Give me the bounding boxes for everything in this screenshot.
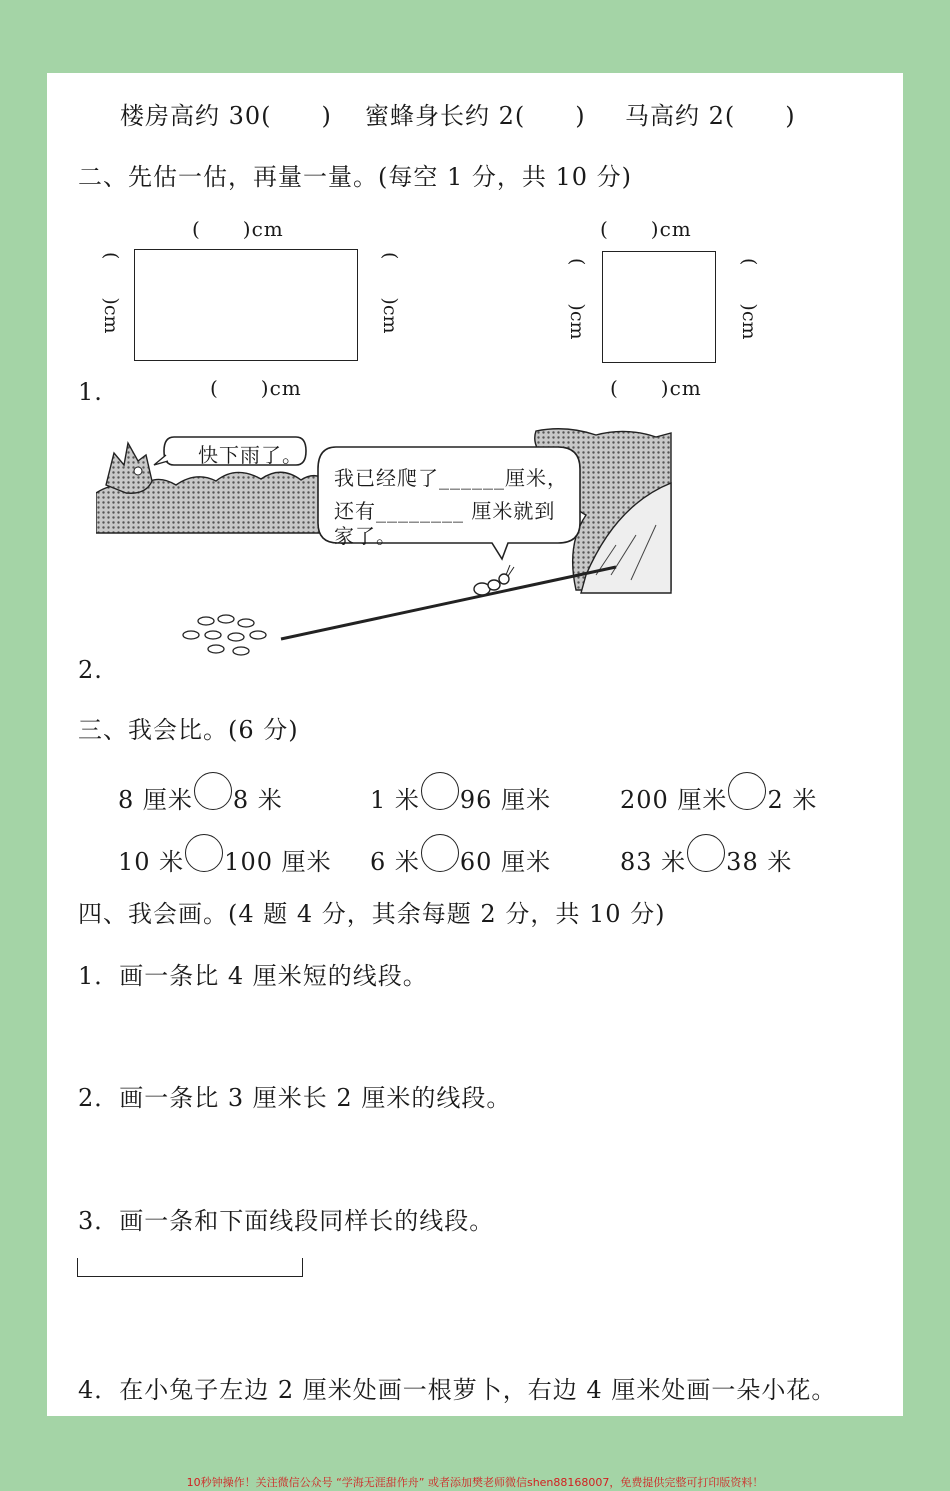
section2-title: 二、先估一估，再量一量。(每空 1 分，共 10 分): [78, 163, 633, 191]
draw-question-4: 4．在小兔子左边 2 厘米处画一根萝卜，右边 4 厘米处画一朵小花。: [78, 1376, 837, 1404]
compare-circle[interactable]: [194, 772, 232, 810]
square-left-label: ( )cm: [566, 258, 588, 340]
ant-speech-line3: 家了。: [334, 524, 397, 548]
bee-length-item: 蜜蜂身长约 2( ): [365, 102, 586, 130]
q2-1-number: 1.: [78, 378, 103, 406]
compare-circle[interactable]: [421, 834, 459, 872]
building-height-item: 楼房高约 30( ): [120, 102, 332, 130]
rect1-right-label: ( )cm: [379, 252, 401, 334]
square-top-label: ( )cm: [600, 217, 692, 241]
q2-2-number: 2.: [78, 656, 103, 684]
reference-line-segment: [77, 1258, 303, 1277]
compare-item: 10 米 100 厘米: [118, 834, 332, 877]
compare-circle[interactable]: [728, 772, 766, 810]
ant-speech-line1: 我已经爬了______厘米，: [334, 466, 568, 490]
compare-circle[interactable]: [687, 834, 725, 872]
section3-title: 三、我会比。(6 分): [78, 716, 299, 744]
ant-speech-line2: 还有________ 厘米就到: [334, 499, 556, 523]
compare-item: 200 厘米 2 米: [620, 772, 817, 815]
draw-question-2: 2．画一条比 3 厘米长 2 厘米的线段。: [78, 1084, 512, 1112]
draw-question-3: 3．画一条和下面线段同样长的线段。: [78, 1207, 495, 1235]
rect1-top-label: ( )cm: [192, 217, 284, 241]
compare-item: 1 米 96 厘米: [370, 772, 551, 815]
compare-item: 83 米 38 米: [620, 834, 792, 877]
square-bottom-label: ( )cm: [610, 376, 702, 400]
square-right-label: ( )cm: [738, 258, 760, 340]
rectangle-figure: [134, 249, 358, 361]
section4-title: 四、我会画。(4 题 4 分，其余每题 2 分，共 10 分): [78, 900, 666, 928]
rect1-left-label: ( )cm: [100, 252, 122, 334]
draw-question-1: 1．画一条比 4 厘米短的线段。: [78, 962, 428, 990]
bird-speech-text: 快下雨了。: [198, 443, 303, 467]
square-figure: [602, 251, 716, 363]
compare-item: 6 米 60 厘米: [370, 834, 551, 877]
compare-circle[interactable]: [421, 772, 459, 810]
compare-item: 8 厘米 8 米: [118, 772, 283, 815]
rect1-bottom-label: ( )cm: [210, 376, 302, 400]
horse-height-item: 马高约 2( ): [625, 102, 796, 130]
compare-circle[interactable]: [185, 834, 223, 872]
footer-promo-text: 10秒钟操作！关注微信公众号 “学海无涯甜作舟” 或者添加樊老师微信shen88168007，免费提供完整可打印版资料！: [186, 1476, 764, 1489]
